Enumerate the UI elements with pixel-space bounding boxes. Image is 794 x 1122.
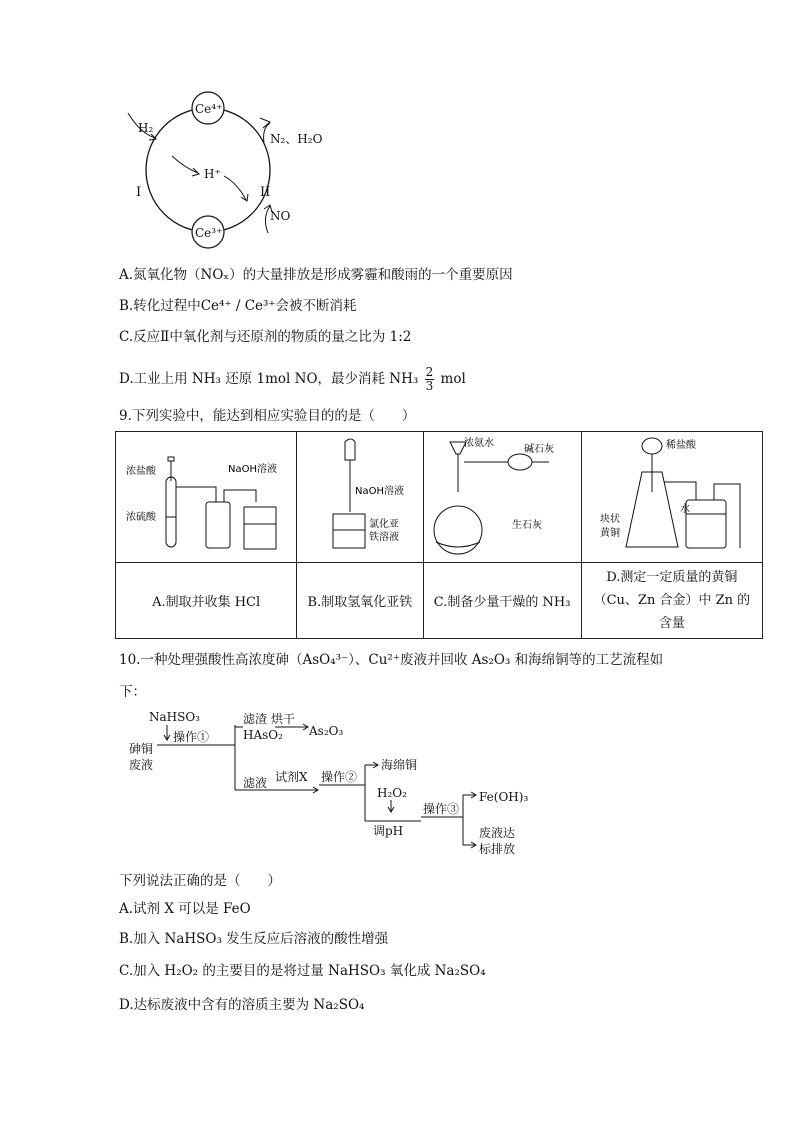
q8-option-a: A.氮氧化物（NOₓ）的大量排放是形成雾霾和酸雨的一个重要原因 — [119, 267, 513, 283]
flow-ph: 调pH — [373, 824, 404, 838]
h2-label: H₂ — [138, 121, 154, 135]
flow-nahso3: NaHSO₃ — [149, 710, 200, 724]
flow-op1: 操作① — [173, 730, 210, 744]
apparatus-a-label-2: 浓硫酸 — [126, 512, 157, 523]
q9-option-a: A.制取并收集 HCl — [116, 563, 297, 639]
q10-option-a: A.试剂 X 可以是 FeO — [119, 901, 251, 917]
flow-waste-2: 标排放 — [479, 842, 516, 856]
q10-stem-line-1: 10.一种处理强酸性高浓度砷（AsO₄³⁻）、Cu²⁺废液并回收 As₂O₃ 和海绵铜等的工艺流程如 — [119, 652, 664, 668]
apparatus-c — [424, 432, 581, 558]
flow-dry: 烘干 — [271, 712, 296, 726]
fraction-numerator: 2 — [425, 365, 434, 379]
flow-waste-1: 废液达 — [479, 826, 516, 840]
q8-option-c: C.反应Ⅱ中氧化剂与还原剂的物质的量之比为 1:2 — [119, 329, 412, 345]
q9-experiment-table — [115, 431, 763, 639]
q8-option-d — [119, 366, 466, 393]
fraction — [425, 366, 435, 393]
apparatus-d-label-1: 稀盐酸 — [665, 440, 696, 451]
flow-op3: 操作③ — [423, 802, 460, 816]
apparatus-b-label-1: NaOH溶液 — [355, 486, 405, 497]
q8-option-d-unit: mol — [440, 371, 466, 387]
stage-1-label: I — [136, 185, 142, 200]
q9-option-d — [581, 563, 762, 639]
ce3-label: Ce³⁺ — [195, 226, 223, 240]
flow-haso2: HAsO₂ — [243, 728, 283, 742]
flow-op2: 操作② — [321, 770, 358, 784]
apparatus-c-label-3: 生石灰 — [511, 520, 542, 531]
q8-option-d-text: D.工业上用 NH₃ 还原 1mol NO，最少消耗 NH₃ — [119, 371, 419, 387]
apparatus-b-label-2: 氯化亚 — [369, 519, 400, 530]
q8-option-b: B.转化过程中Ce⁴⁺ / Ce³⁺会被不断消耗 — [119, 298, 357, 314]
q9-option-d-line-2: （Cu、Zn 合金）中 Zn 的 — [593, 593, 751, 608]
flow-feed-2: 废液 — [129, 758, 154, 772]
apparatus-b-label-3: 铁溶液 — [369, 532, 400, 543]
apparatus-d-label-3: 块状 — [599, 514, 620, 525]
cerium-cycle-diagram — [110, 88, 340, 263]
process-flowchart — [125, 705, 565, 865]
apparatus-c-label-1: 浓氨水 — [463, 438, 494, 449]
flow-h2o2: H₂O₂ — [377, 786, 407, 800]
flow-filtrate: 滤液 — [243, 776, 268, 790]
q9-option-c: C.制备少量干燥的 NH₃ — [423, 563, 581, 639]
hplus-label: H⁺ — [204, 167, 221, 181]
apparatus-a — [116, 432, 296, 558]
flow-feoh3: Fe(OH)₃ — [479, 790, 529, 804]
apparatus-c-label-2: 碱石灰 — [523, 444, 554, 455]
apparatus-b — [297, 432, 422, 558]
flow-residue: 滤渣 — [243, 712, 268, 726]
apparatus-d-cell — [581, 432, 762, 563]
apparatus-a-label-1: 浓盐酸 — [126, 466, 157, 477]
flow-as2o3: As₂O₃ — [309, 724, 344, 738]
q9-stem: 9.下列实验中，能达到相应实验目的的是（ ） — [119, 408, 416, 424]
q9-option-d-line-3: 含量 — [658, 616, 685, 631]
flow-sponge-cu: 海绵铜 — [381, 758, 418, 772]
q10-option-b: B.加入 NaHSO₃ 发生反应后溶液的酸性增强 — [119, 931, 389, 947]
apparatus-a-label-3: NaOH溶液 — [228, 464, 278, 475]
apparatus-b-cell — [297, 432, 423, 563]
stage-2-label: II — [260, 185, 271, 200]
q10-option-d: D.达标废液中含有的溶质主要为 Na₂SO₄ — [119, 997, 365, 1013]
q9-option-d-line-1: D.测定一定质量的黄铜 — [606, 570, 738, 585]
q9-option-b: B.制取氢氧化亚铁 — [297, 563, 423, 639]
apparatus-d — [582, 432, 762, 558]
products-label: N₂、H₂O — [270, 132, 323, 146]
flow-feed-1: 砷铜 — [129, 742, 154, 756]
ce4-label: Ce⁴⁺ — [195, 102, 223, 116]
apparatus-a-cell — [116, 432, 297, 563]
no-label: NO — [270, 209, 291, 223]
fraction-denominator: 3 — [425, 379, 434, 393]
apparatus-d-label-2: 水 — [679, 504, 690, 515]
apparatus-c-cell — [423, 432, 581, 563]
q10-option-c: C.加入 H₂O₂ 的主要目的是将过量 NaHSO₃ 氧化成 Na₂SO₄ — [119, 963, 486, 979]
q10-prompt: 下列说法正确的是（ ） — [119, 873, 281, 889]
apparatus-d-label-4: 黄铜 — [599, 528, 620, 539]
flow-reagent-x: 试剂X — [275, 770, 308, 784]
q10-stem-line-2: 下： — [119, 684, 146, 700]
